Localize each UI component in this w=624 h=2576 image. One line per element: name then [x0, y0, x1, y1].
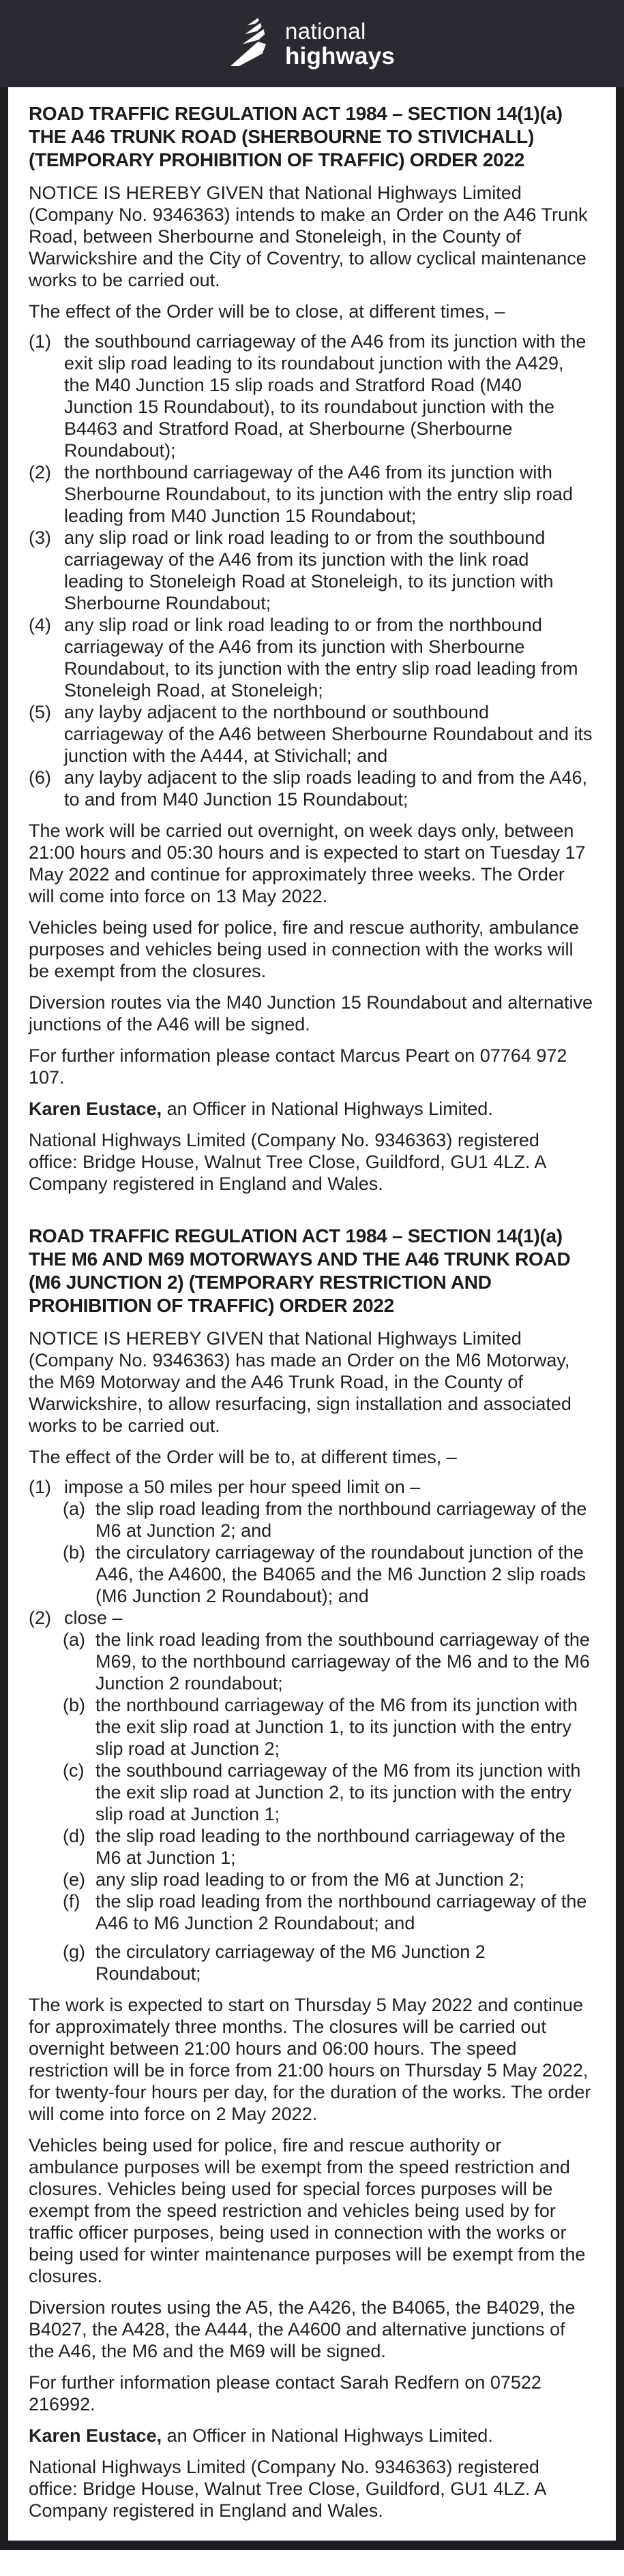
- work-schedule-paragraph: The work is expected to start on Thursday 5 May 2022 and continue for approximately three months. The closures will be carried out overnight between 21:00 hours and 06:00 hours. The speed restriction will be in force from 21:00 hours on Thursday 5 May 2022, for twenty-four hours per day, for the duration of the works. The order will come into force on 2 May 2022.: [29, 1995, 591, 2124]
- exemptions-paragraph: Vehicles being used for police, fire and rescue authority or ambulance purposes will be exempt from the speed restriction and closures. Vehicles being used for special forces purposes will be exempt from the speed restriction and vehicles being used by for traffic officer purposes, being used in connection with the works or being used for winter maintenance purposes will be exempt from the closures.: [29, 2135, 586, 2286]
- list-subitem: [63, 1890, 593, 1934]
- diversion-paragraph: Diversion routes using the A5, the A426, the B4065, the B4029, the B4027, the A428, the A444, the A4600 and alternative junctions of the A46, the M6 and the M69 will be signed.: [29, 2297, 576, 2361]
- diversion-paragraph: Diversion routes via the M40 Junction 15 Roundabout and alternative junctions of the A46 will be signed.: [29, 992, 593, 1034]
- notice-effect-line: The effect of the Order will be to close, at different times, –: [29, 301, 505, 322]
- subitem-text: the slip road leading to the northbound carriageway of the M6 at Junction 1;: [95, 1826, 565, 1868]
- list-subitem: [63, 1629, 593, 1694]
- notice-intro: NOTICE IS HEREBY GIVEN that National Highways Limited (Company No. 9346363) has made an Order on the M6 Motorway, the M69 Motorway and the A46 Trunk Road, in the County of Warwickshire, to allow resurfacing, sign installation and associated works to be carried out.: [29, 1328, 571, 1436]
- subitem-text: any slip road leading to or from the M6 at Junction 2;: [95, 1869, 524, 1890]
- subitem-text: the slip road leading from the northbound carriageway of the M6 at Junction 2; and: [95, 1499, 587, 1541]
- subitem-marker: (g): [63, 1942, 85, 1962]
- national-highways-logo: [229, 16, 395, 72]
- item-marker: (2): [29, 1608, 51, 1628]
- officer-name: Karen Eustace,: [29, 2425, 162, 2446]
- item-text: close –: [64, 1608, 123, 1628]
- list-subitem: [63, 1941, 593, 1984]
- notice-intro: NOTICE IS HEREBY GIVEN that National Highways Limited (Company No. 9346363) intends to make an Order on the A46 Trunk Road, between Sherbourne and Stoneleigh, in the County of Warwickshire and the City of Coventry, to allow cyclical maintenance works to be carried out.: [29, 183, 588, 290]
- subitem-text: the circulatory carriageway of the roundabout junction of the A46, the A4600, the B4065 and the M6 Junction 2 slip roads (M6 Junction 2 Roundabout); and: [95, 1542, 586, 1606]
- company-paragraph: National Highways Limited (Company No. 9346363) registered office: Bridge House, Walnut Tree Close, Guildford, GU1 4LZ. A Company registered in England and Wales.: [29, 1130, 546, 1194]
- header-bar: [0, 0, 624, 87]
- subitem-marker: (f): [63, 1891, 80, 1912]
- contact-paragraph: For further information please contact Marcus Peart on 07764 972 107.: [29, 1045, 567, 1088]
- list-item: [29, 1607, 593, 1629]
- subitem-marker: (e): [63, 1869, 85, 1890]
- subitem-marker: (b): [63, 1695, 85, 1715]
- national-highways-arrow-icon: [229, 16, 274, 72]
- list-subitem: [63, 1825, 593, 1869]
- work-schedule-paragraph: The work will be carried out overnight, on week days only, between 21:00 hours and 05:30 hours and is expected to start on Tuesday 17 May 2022 and continue for approximately three weeks. The Order will come into force on 13 May 2022.: [29, 821, 586, 906]
- list-item: [29, 331, 593, 461]
- list-item: [29, 527, 593, 614]
- notice-frame: [0, 87, 624, 2550]
- item-text: any layby adjacent to the slip roads leading to and from the A46, to and from M40 Junction 15 Roundabout;: [64, 767, 587, 810]
- officer-role: an Officer in National Highways Limited.: [162, 1099, 493, 1119]
- list-subitem: [63, 1869, 593, 1890]
- list-item: [29, 701, 593, 767]
- item-marker: (1): [29, 331, 51, 352]
- item-text: any layby adjacent to the northbound or southbound carriageway of the A46 between Sherbourne Roundabout and its junction with the A444, at Stivichall; and: [64, 702, 593, 766]
- officer-name: Karen Eustace,: [29, 1099, 162, 1119]
- list-subitem: [63, 1542, 593, 1607]
- item-marker: (5): [29, 702, 51, 722]
- list-item: [29, 1476, 593, 1498]
- notice-effect-line: The effect of the Order will be to, at different times, –: [29, 1447, 457, 1467]
- list-subitem: [63, 1694, 593, 1760]
- item-marker: (4): [29, 615, 51, 635]
- subitem-marker: (d): [63, 1826, 85, 1846]
- item-marker: (1): [29, 1477, 51, 1497]
- subitem-text: the slip road leading from the northbound carriageway of the A46 to M6 Junction 2 Roundabout; and: [95, 1891, 587, 1933]
- company-paragraph: National Highways Limited (Company No. 9346363) registered office: Bridge House, Walnut Tree Close, Guildford, GU1 4LZ. A Company registered in England and Wales.: [29, 2457, 546, 2521]
- item-marker: (3): [29, 527, 51, 548]
- list-item: [29, 461, 593, 527]
- list-item: [29, 767, 593, 810]
- subitem-marker: (c): [63, 1760, 85, 1781]
- subitem-marker: (a): [63, 1499, 85, 1519]
- item-text: the southbound carriageway of the A46 from its junction with the exit slip road leading to its roundabout junction with the A429, the M40 Junction 15 slip roads and Stratford Road (M40 Junction 15 Roundabout), to its roundabout junction with the B4463 and Stratford Road, at Sherbourne (Sherbourne Roundabout);: [64, 331, 586, 461]
- subitem-marker: (a): [63, 1629, 85, 1650]
- list-item: [29, 614, 593, 701]
- logo-word-national: national: [284, 18, 366, 44]
- list-subitem: [63, 1760, 593, 1825]
- item-text: the northbound carriageway of the A46 from its junction with Sherbourne Roundabout, to its junction with the entry slip road leading from M40 Junction 15 Roundabout;: [64, 462, 573, 526]
- notice-m6-m69-order: [29, 1225, 593, 2521]
- closure-list: [29, 331, 593, 810]
- subitem-text: the link road leading from the southbound carriageway of the M69, to the northbound carriageway of the M6 and to the M6 Junction 2 roundabout;: [95, 1629, 590, 1693]
- officer-role: an Officer in National Highways Limited.: [162, 2425, 493, 2446]
- notice-title: ROAD TRAFFIC REGULATION ACT 1984 – SECTION 14(1)(a) THE A46 TRUNK ROAD (SHERBOURNE TO STIVICHALL) (TEMPORARY PROHIBITION OF TRAFFIC) ORDER 2022: [29, 103, 563, 170]
- contact-paragraph: For further information please contact Sarah Redfern on 07522 216992.: [29, 2372, 541, 2414]
- item-text: any slip road or link road leading to or from the northbound carriageway of the A46 from its junction with Sherbourne Roundabout, to its junction with the entry slip road leading from Stoneleigh Road, at Stoneleigh;: [64, 615, 578, 701]
- restriction-list: [29, 1476, 593, 1984]
- subitem-text: the southbound carriageway of the M6 from its junction with the exit slip road at Junction 2, to its junction with the entry slip road at Junction 1;: [95, 1760, 581, 1824]
- logo-word-highways: highways: [284, 42, 396, 70]
- notice-title: ROAD TRAFFIC REGULATION ACT 1984 – SECTION 14(1)(a) THE M6 AND M69 MOTORWAYS AND THE A46 TRUNK ROAD (M6 JUNCTION 2) (TEMPORARY RESTRICTION AND PROHIBITION OF TRAFFIC) ORDER 2022: [29, 1225, 571, 1316]
- notice-a46-order: [29, 102, 593, 1195]
- list-subitem: [63, 1498, 593, 1542]
- subitem-marker: (b): [63, 1542, 85, 1563]
- officer-paragraph: [29, 2425, 593, 2447]
- item-text: any slip road or link road leading to or from the southbound carriageway of the A46 from its junction with the link road leading to Stoneleigh Road at Stoneleigh, to its junction with Sherbourne Roundabout;: [64, 527, 554, 613]
- item-marker: (2): [29, 462, 51, 482]
- subitem-text: the circulatory carriageway of the M6 Junction 2 Roundabout;: [95, 1942, 486, 1984]
- logo-wordmark: [285, 20, 395, 68]
- subitem-text: the northbound carriageway of the M6 from its junction with the exit slip road at Junction 1, to its junction with the entry slip road at Junction 2;: [95, 1695, 578, 1759]
- exemptions-paragraph: Vehicles being used for police, fire and rescue authority, ambulance purposes and vehicles being used in connection with the works will be exempt from the closures.: [29, 917, 579, 981]
- item-marker: (6): [29, 767, 51, 788]
- officer-paragraph: [29, 1098, 593, 1120]
- item-text: impose a 50 miles per hour speed limit on –: [64, 1477, 421, 1497]
